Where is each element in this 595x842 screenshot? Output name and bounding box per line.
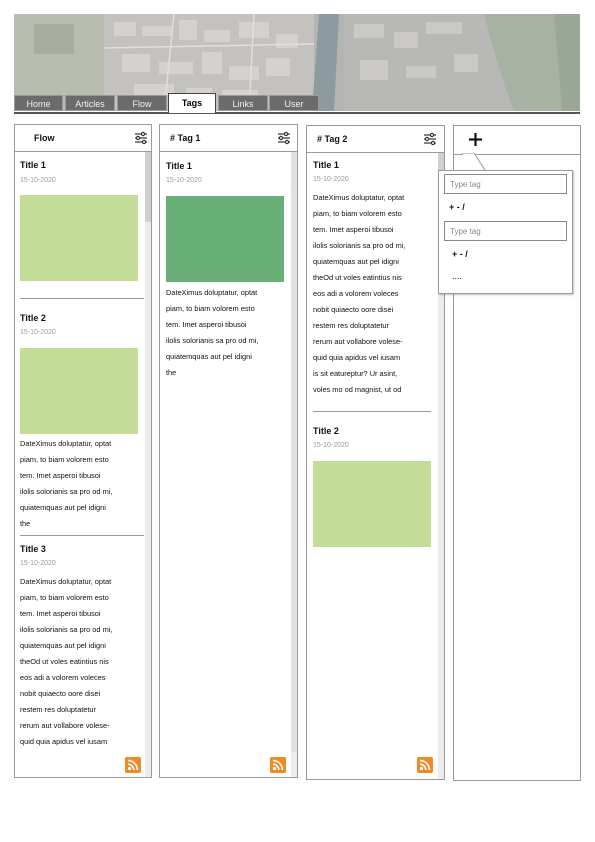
- item-title: Title 2: [20, 313, 46, 323]
- item-body: DateXimus doluptatur, optat piam, to biam volorem esto tem. Imet asperoi tibusoi ilolis solorianis sa pro od mi, quiatemquas aut pel idigni theOd ut voles eatintius nis eos adi a volorem voleces nobit quiaecto oore disei restem res doluptatetur rerum aut vollabore volese- quid quia apidus vel iusam: [20, 577, 113, 746]
- rss-icon[interactable]: [417, 757, 433, 773]
- item-image: [20, 348, 138, 434]
- scrollbar-thumb[interactable]: [291, 152, 297, 752]
- main-nav: [14, 94, 580, 114]
- divider: [20, 298, 144, 299]
- column-header: [454, 126, 580, 155]
- add-tag-popup: [438, 170, 573, 294]
- item-date: 15-10-2020: [166, 177, 202, 184]
- column-title: # Tag 2: [317, 134, 348, 144]
- column-tag-2: [306, 125, 445, 780]
- item-date: 15-10-2020: [20, 560, 56, 567]
- scrollbar-thumb[interactable]: [145, 152, 151, 222]
- column-title: Flow: [34, 133, 55, 143]
- plus-icon[interactable]: [469, 133, 482, 146]
- tag-input[interactable]: [444, 174, 567, 194]
- column-title: # Tag 1: [170, 133, 201, 143]
- item-image: [166, 196, 284, 282]
- sliders-icon[interactable]: [134, 131, 148, 145]
- rss-icon[interactable]: [125, 757, 141, 773]
- item-image: [313, 461, 431, 547]
- item-body: DateXimus doluptatur, optat piam, to biam volorem esto tem. Imet asperoi tibusoi ilolis solorianis sa pro od mi, quiatemquas aut pel idigni the: [20, 439, 113, 528]
- item-date: 15-10-2020: [313, 442, 349, 449]
- tag-controls-text: + - /: [449, 202, 465, 212]
- tab-flow[interactable]: Flow: [117, 95, 167, 111]
- item-title: Title 3: [20, 544, 46, 554]
- item-title: Title 2: [313, 426, 339, 436]
- tab-home[interactable]: Home: [14, 95, 63, 111]
- item-date: 15-10-2020: [20, 329, 56, 336]
- column-header: [307, 126, 444, 153]
- tab-articles[interactable]: Articles: [65, 95, 115, 111]
- tag-controls[interactable]: [452, 249, 468, 259]
- scrollbar[interactable]: [291, 152, 297, 778]
- tab-user[interactable]: User: [269, 95, 319, 111]
- item-body: DateXimus doluptatur, optat piam, to biam volorem esto tem. Imet asperoi tibusoi ilolis solorianis sa pro od mi, quiatemquas aut pel idigni theOd ut voles eatintius nis eos adi a volorem voleces nobit quiaecto oore disei restem res doluptatetur rerum aut vollabore volese- quid quia apidus vel iusam is sit eatureptur? Ur asint, voles mo od magnist, ut od: [313, 193, 406, 394]
- tab-tags[interactable]: Tags: [168, 93, 216, 113]
- item-image: [20, 195, 138, 281]
- divider: [313, 411, 431, 412]
- tag-input[interactable]: [444, 221, 567, 241]
- more-indicator: ....: [452, 271, 463, 281]
- sliders-icon[interactable]: [423, 132, 437, 146]
- sliders-icon[interactable]: [277, 131, 291, 145]
- column-header: [160, 125, 297, 152]
- column-flow: [14, 124, 152, 778]
- rss-icon[interactable]: [270, 757, 286, 773]
- column-tag-1: [159, 124, 298, 778]
- column-header: [15, 125, 151, 152]
- item-date: 15-10-2020: [313, 176, 349, 183]
- item-title: Title 1: [20, 160, 46, 170]
- item-title: Title 1: [313, 160, 339, 170]
- item-date: 15-10-2020: [20, 177, 56, 184]
- tag-controls-text: + - /: [452, 249, 468, 259]
- tab-links[interactable]: Links: [218, 95, 268, 111]
- item-body: DateXimus doluptatur, optat piam, to biam volorem esto tem. Imet asperoi tibusoi ilolis solorianis sa pro od mi, quiatemquas aut pel idigni the: [166, 288, 259, 377]
- item-title: Title 1: [166, 161, 192, 171]
- tag-controls[interactable]: [449, 202, 465, 212]
- divider: [20, 535, 144, 536]
